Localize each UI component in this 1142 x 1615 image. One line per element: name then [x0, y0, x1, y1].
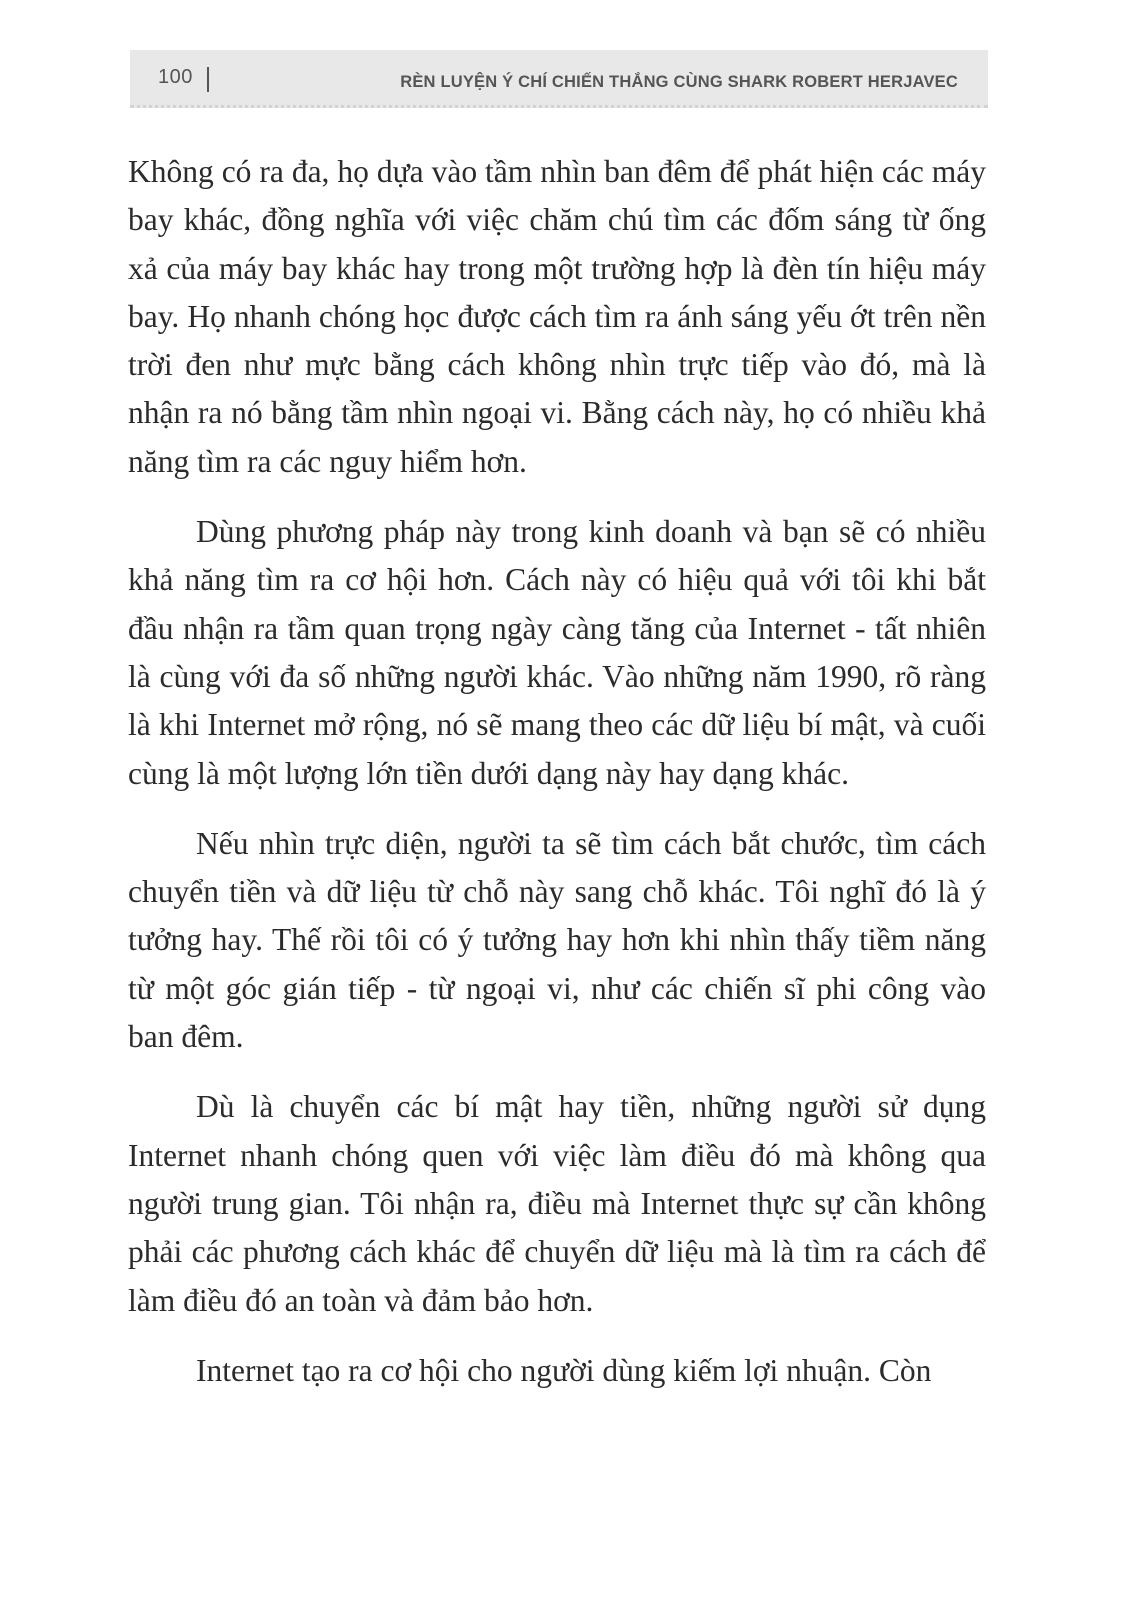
paragraph-3: Nếu nhìn trực diện, người ta sẽ tìm cách bắt chước, tìm cách chuyển tiền và dữ liệu từ chỗ này sang chỗ khác. Tôi nghĩ đó là ý tưởng hay. Thế rồi tôi có ý tưởng hay hơn khi nhìn thấy tiềm năng từ một góc gián tiếp - từ ngoại vi, như các chiến sĩ phi công vào ban đêm. [128, 825, 986, 1055]
paragraph-2: Dùng phương pháp này trong kinh doanh và bạn sẽ có nhiều khả năng tìm ra cơ hội hơn. Cách này có hiệu quả với tôi khi bắt đầu nhận ra tầm quan trọng ngày càng tăng của Internet - tất nhiên là cùng với đa số những người khác. Vào những năm 1990, rõ ràng là khi Internet mở rộng, nó sẽ mang theo các dữ liệu bí mật, và cuối cùng là một lượng lớn tiền dưới dạng này hay dạng khác. [128, 514, 986, 791]
running-header [130, 50, 988, 108]
header-divider [207, 67, 209, 92]
page-body [128, 148, 986, 1417]
book-title: RÈN LUYỆN Ý CHÍ CHIẾN THẮNG CÙNG SHARK ROBERT HERJAVEC [400, 73, 958, 91]
page-number: 100 [158, 66, 193, 88]
paragraph-5: Internet tạo ra cơ hội cho người dùng kiếm lợi nhuận. Còn [196, 1352, 932, 1388]
paragraph-1: Không có ra đa, họ dựa vào tầm nhìn ban đêm để phát hiện các máy bay khác, đồng nghĩa với việc chăm chú tìm các đốm sáng từ ống xả của máy bay khác hay trong một trường hợp là đèn tín hiệu máy bay. Họ nhanh chóng học được cách tìm ra ánh sáng yếu ớt trên nền trời đen như mực bằng cách không nhìn trực tiếp vào đó, mà là nhận ra nó bằng tầm nhìn ngoại vi. Bằng cách này, họ có nhiều khả năng tìm ra các nguy hiểm hơn. [128, 154, 986, 479]
paragraph-4: Dù là chuyển các bí mật hay tiền, những người sử dụng Internet nhanh chóng quen với việc làm điều đó mà không qua người trung gian. Tôi nhận ra, điều mà Internet thực sự cần không phải các phương cách khác để chuyển dữ liệu mà là tìm ra cách để làm điều đó an toàn và đảm bảo hơn. [128, 1089, 986, 1318]
